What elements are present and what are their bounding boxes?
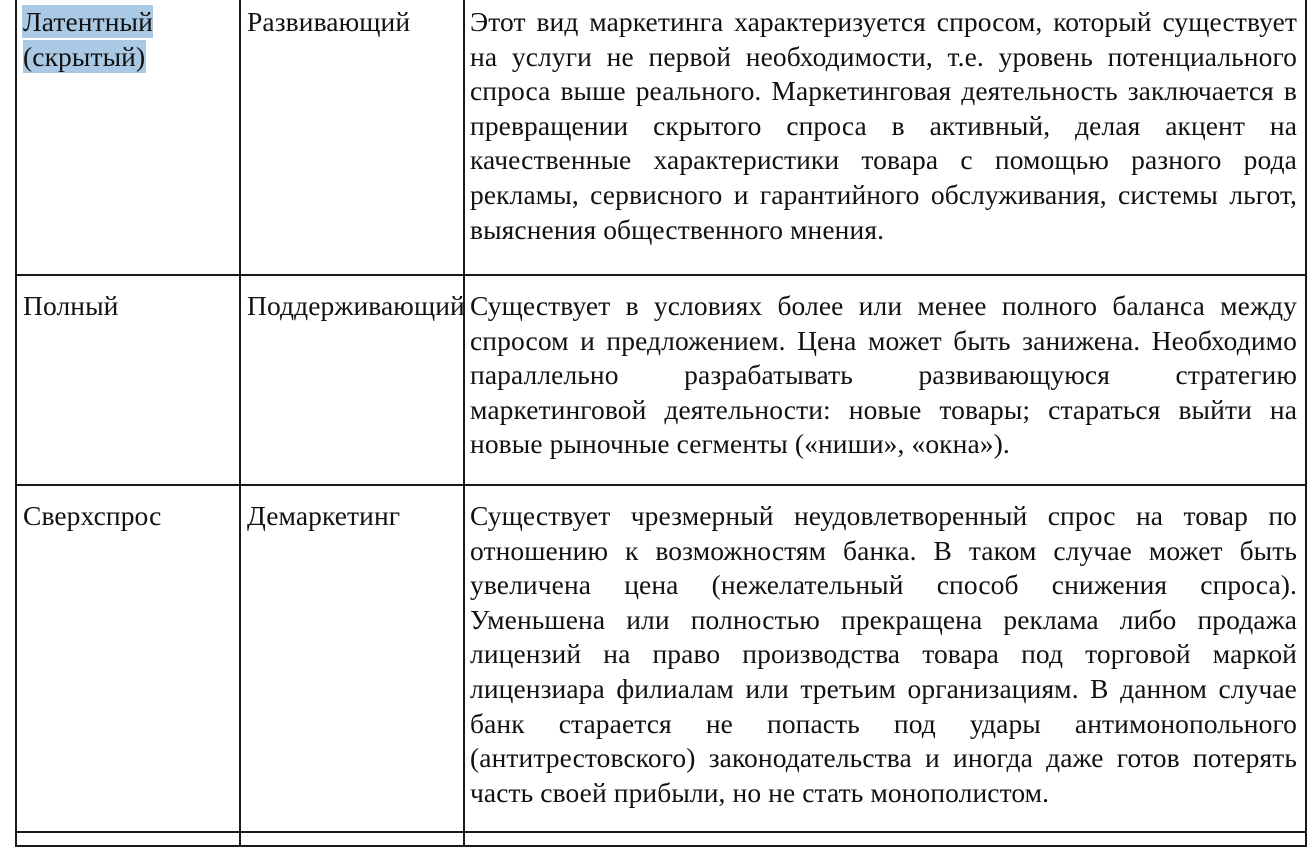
marketing-type-cell	[240, 0, 464, 275]
empty-cell	[464, 832, 1306, 846]
table-row	[16, 275, 1306, 485]
empty-cell	[16, 832, 240, 846]
document-page	[15, 0, 1299, 847]
description-cell	[464, 485, 1306, 832]
empty-cell	[240, 832, 464, 846]
description-text: Этот вид маркетинга характеризуется спросом, который существует на услуги не первой необходимости, т.е. уровень потенциального спроса выше реального. Маркетинговая деятельность заключается в превращении скрытого спроса в активный, делая акцент на качественные характеристики товара с помощью разного рода рекламы, сервисного и гарантийного обслуживания, системы льгот, выяснения общественного мнения.	[470, 6, 1297, 245]
demand-state-line: Латентный	[23, 6, 153, 37]
description-cell	[464, 275, 1306, 485]
demand-state-line: Полный	[23, 290, 119, 321]
table-row-next-partial	[16, 832, 1306, 846]
description-text: Существует в условиях более или менее полного баланса между спросом и предложением. Цена может быть занижена. Необходимо параллельно разрабатывать развивающуюся стратегию маркетинговой деятельности: новые товары; стараться выйти на новые рыночные сегменты («ниши», «окна»).	[470, 290, 1297, 460]
demand-state-cell	[16, 275, 240, 485]
table-row	[16, 0, 1306, 275]
marketing-type-text: Демаркетинг	[247, 500, 401, 531]
marketing-types-table	[15, 0, 1307, 847]
description-cell	[464, 0, 1306, 275]
marketing-type-cell	[240, 275, 464, 485]
table-row	[16, 485, 1306, 832]
description-text: Существует чрезмерный неудовлетворенный спрос на товар по отношению к возможностям банка. В таком случае может быть увеличена цена (нежелательный способ снижения спроса). Уменьшена или полностью прекращена реклама либо продажа лицензий на право производства товара под торговой маркой лицензиара филиалам или третьим организациям. В данном случае банк старается не попасть под удары антимонопольного (антитрестовского) законодательства и иногда даже готов потерять часть своей прибыли, но не стать монополистом.	[470, 500, 1297, 808]
demand-state-cell	[16, 0, 240, 275]
highlighted-selection[interactable]	[23, 6, 153, 72]
marketing-type-cell	[240, 485, 464, 832]
marketing-type-text: Развивающий	[247, 6, 411, 37]
demand-state-cell	[16, 485, 240, 832]
marketing-type-text: Поддерживающий	[247, 290, 465, 321]
demand-state-line: Сверхспрос	[23, 500, 162, 531]
demand-state-line: (скрытый)	[23, 40, 146, 72]
